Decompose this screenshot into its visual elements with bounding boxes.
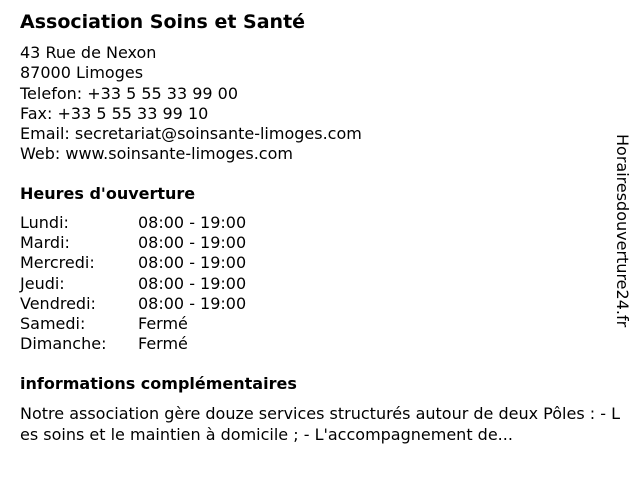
day-label: Dimanche: [20,334,107,354]
website-address: Web: www.soinsante-limoges.com [20,144,293,164]
hours-row-monday [20,213,246,233]
hours-value: 08:00 - 19:00 [138,213,247,232]
site-watermark: Horairesdouverture24.fr [613,134,632,328]
day-label: Lundi: [20,213,69,232]
opening-hours-heading: Heures d'ouverture [20,184,196,203]
day-label: Samedi: [20,314,86,334]
hours-value: 08:00 - 19:00 [138,253,247,273]
hours-row-wednesday [20,253,246,273]
hours-row-sunday [20,334,246,354]
hours-row-tuesday [20,233,246,253]
additional-info-heading: informations complémentaires [20,374,297,393]
day-label: Mercredi: [20,253,95,273]
opening-hours-table [20,213,246,354]
hours-value: Fermé [138,334,188,354]
additional-info-text: Notre association gère douze services structurés autour de deux Pôles : - Les soins et le maintien à domicile ; - L'accompagnement de... [20,404,620,444]
hours-value: 08:00 - 19:00 [138,273,247,293]
address-street: 43 Rue de Nexon [20,43,157,62]
hours-row-saturday [20,314,246,334]
day-label: Vendredi: [20,293,96,313]
day-label: Mardi: [20,233,70,253]
hours-value: 08:00 - 19:00 [138,293,247,313]
contact-block [20,43,362,165]
hours-value: Fermé [138,314,188,334]
page-title: Association Soins et Santé [20,11,306,33]
fax-number: Fax: +33 5 55 33 99 10 [20,103,209,123]
hours-row-friday [20,294,246,314]
email-address: Email: secretariat@soinsante-limoges.com [20,124,362,144]
hours-value: 08:00 - 19:00 [138,233,247,253]
address-city: 87000 Limoges [20,63,144,83]
hours-row-thursday [20,274,246,294]
phone-number: Telefon: +33 5 55 33 99 00 [20,83,239,103]
day-label: Jeudi: [20,273,65,293]
